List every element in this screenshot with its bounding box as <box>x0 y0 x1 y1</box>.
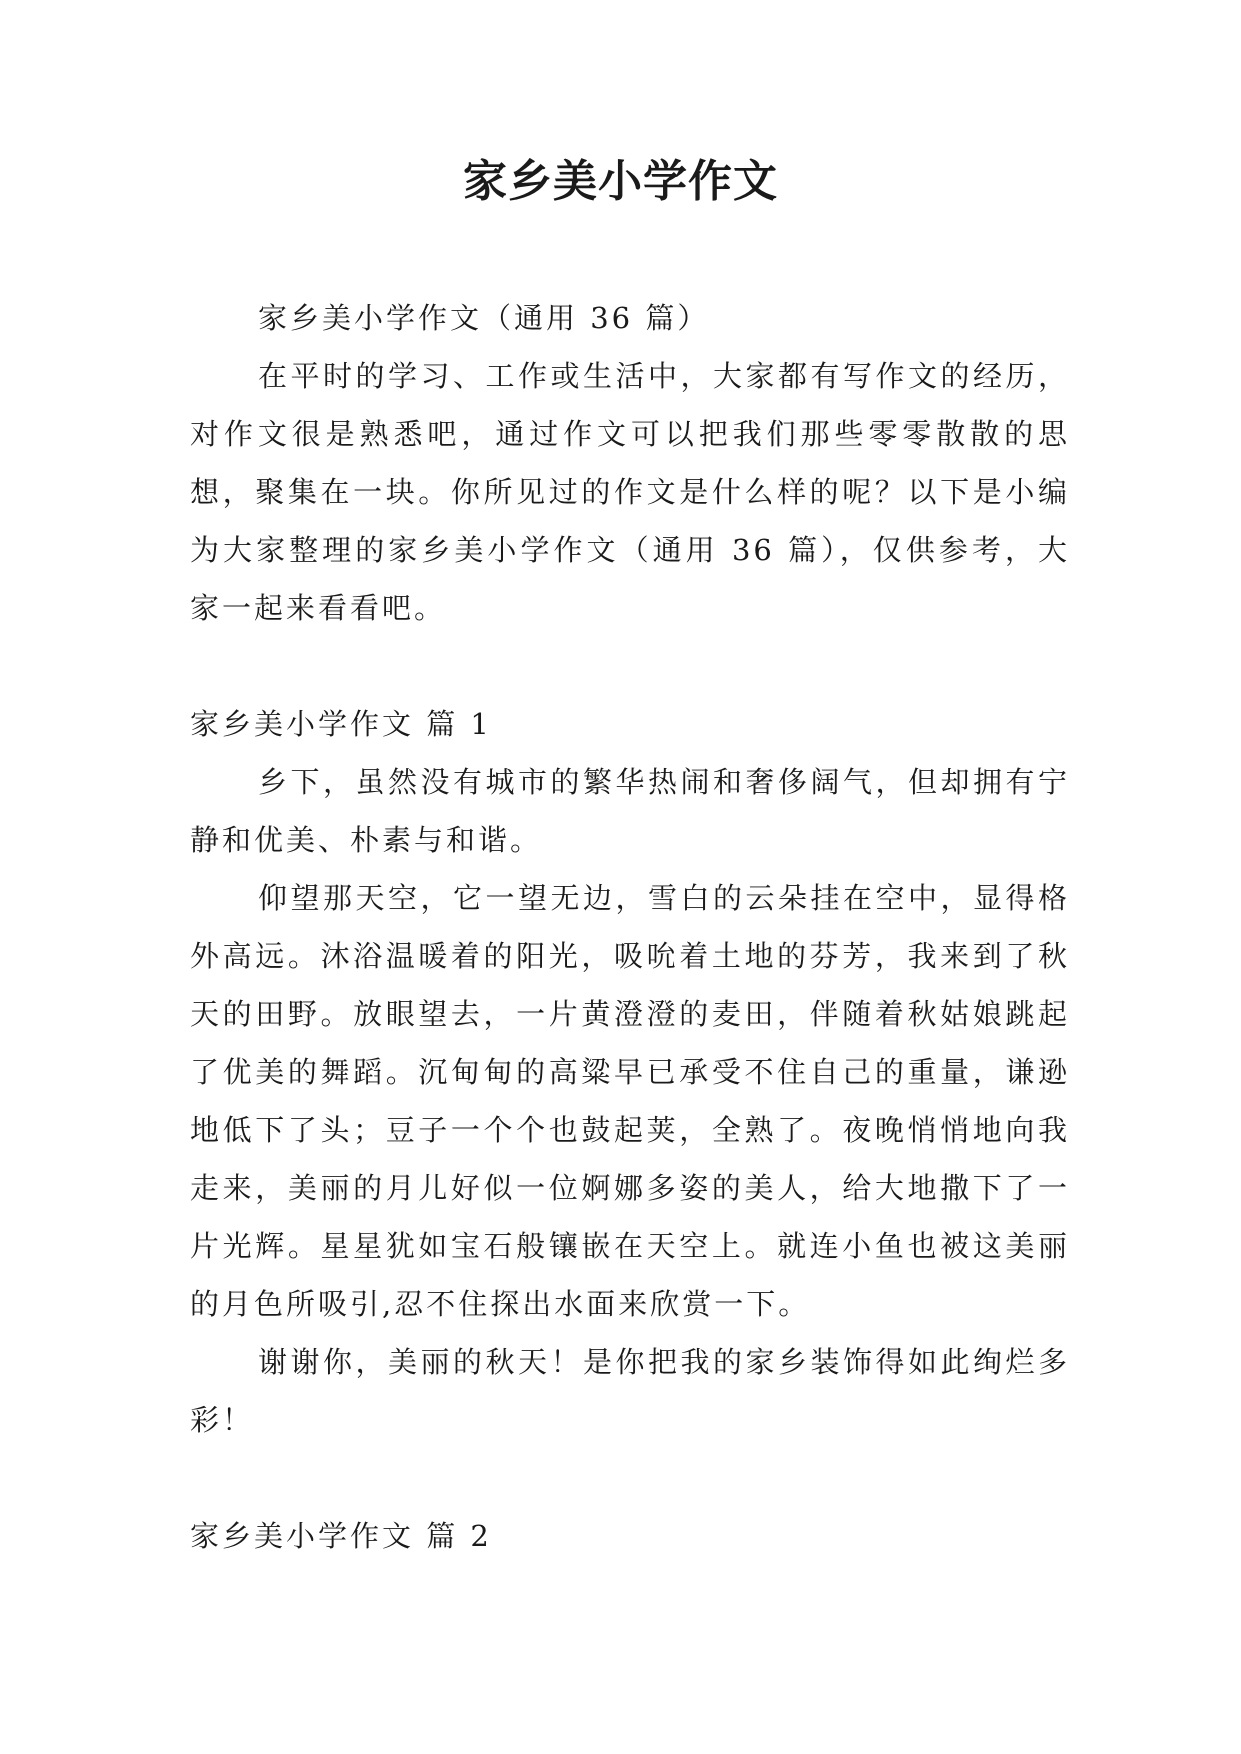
section-1-paragraph-1: 乡下，虽然没有城市的繁华热闹和奢侈阔气，但却拥有宁静和优美、朴素与和谐。 <box>190 765 1070 857</box>
section-1-paragraph-2: 仰望那天空，它一望无边，雪白的云朵挂在空中，显得格外高远。沐浴温暖着的阳光，吸吮着土地的芬芳，我来到了秋天的田野。放眼望去，一片黄澄澄的麦田，伴随着秋姑娘跳起了优美的舞蹈。沉甸甸的高粱早已承受不住自己的重量，谦逊地低下了头；豆子一个个也鼓起荚，全熟了。夜晚悄悄地向我走来，美丽的月儿好似一位婀娜多姿的美人，给大地撒下了一片光辉。星星犹如宝石般镶嵌在天空上。就连小鱼也被这美丽的月色所吸引,忍不住探出水面来欣赏一下。 <box>190 881 1070 1321</box>
section-spacer <box>190 637 1070 695</box>
section-1-paragraph-3: 谢谢你，美丽的秋天！是你把我的家乡装饰得如此绚烂多彩！ <box>190 1345 1070 1437</box>
document-title: 家乡美小学作文 <box>463 156 778 207</box>
document-body <box>190 289 1070 1565</box>
section-heading-2: 家乡美小学作文 篇 2 <box>190 1519 492 1553</box>
intro-subtitle: 家乡美小学作文（通用 36 篇） <box>258 301 710 335</box>
section-heading-1: 家乡美小学作文 篇 1 <box>190 707 492 741</box>
section-spacer <box>190 1449 1070 1507</box>
intro-paragraph: 在平时的学习、工作或生活中，大家都有写作文的经历，对作文很是熟悉吧，通过作文可以把我们那些零零散散的思想，聚集在一块。你所见过的作文是什么样的呢？以下是小编为大家整理的家乡美小学作文（通用 36 篇），仅供参考，大家一起来看看吧。 <box>190 359 1070 625</box>
